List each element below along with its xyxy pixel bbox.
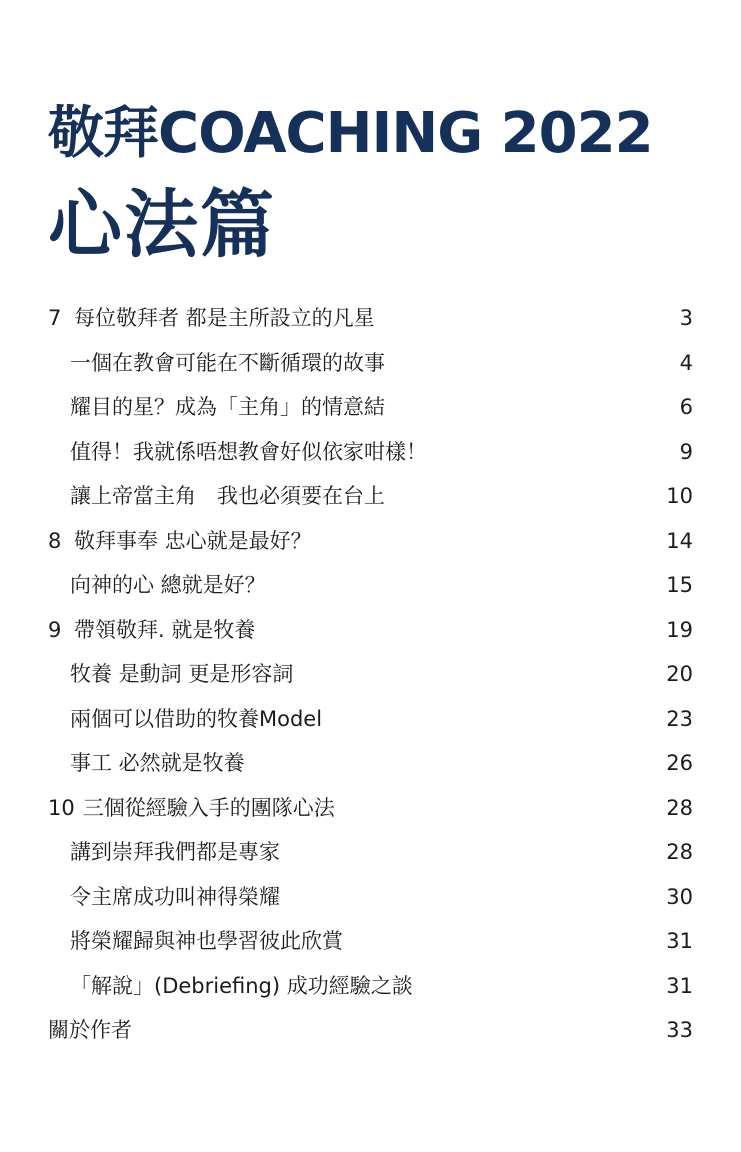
toc-subsection-row[interactable]: [0, 652, 741, 697]
toc-entry-text: [70, 430, 427, 475]
toc-entry-label: 每位敬拜者 都是主所設立的凡星: [74, 306, 375, 330]
toc-page-number: 20: [666, 662, 693, 686]
toc-subsection-row[interactable]: [0, 385, 741, 430]
toc-subsection-row[interactable]: [0, 964, 741, 1009]
toc-entry-text: [48, 296, 375, 341]
toc-entry-text: [70, 875, 280, 920]
toc-chapter-number: 9: [48, 617, 62, 642]
toc-subsection-row[interactable]: [0, 563, 741, 608]
toc-subsection-row[interactable]: [0, 919, 741, 964]
toc-subsection-row[interactable]: [0, 341, 741, 386]
toc-entry-label: 令主席成功叫神得榮耀: [70, 884, 280, 909]
toc-entry-label: 牧養 是動詞 更是形容詞: [70, 662, 294, 686]
toc-entry-text: [70, 919, 343, 964]
toc-chapter-row[interactable]: [0, 608, 741, 653]
toc-entry-text: [70, 385, 385, 430]
toc-chapter-row[interactable]: [0, 519, 741, 564]
toc-entry-text: [48, 608, 255, 653]
toc-entry-text: [70, 964, 413, 1009]
toc-chapter-row[interactable]: [0, 786, 741, 831]
toc-entry-text: [70, 341, 385, 386]
toc-entry-label: 兩個可以借助的牧養Model: [70, 706, 323, 731]
toc-entry-label: 帶領敬拜. 就是牧養: [74, 617, 256, 642]
toc-subsection-row[interactable]: [0, 875, 741, 920]
toc-entry-label: 事工 必然就是牧養: [70, 751, 245, 775]
toc-entry-label: 三個從經驗入手的團隊心法: [82, 795, 335, 820]
toc-entry-label: 將榮耀歸與神也學習彼此欣賞: [70, 929, 343, 953]
toc-subsection-row[interactable]: [0, 474, 741, 519]
document-subtitle: 心法篇: [48, 182, 276, 268]
toc-entry-text: [48, 519, 312, 564]
toc-subsection-row[interactable]: [0, 697, 741, 742]
toc-chapter-number: 7: [48, 306, 62, 330]
document-title: 敬拜COACHING 2022: [48, 101, 653, 166]
toc-page-number: 3: [679, 306, 693, 330]
toc-entry-label: 關於作者: [48, 1018, 132, 1042]
toc-page-number: 19: [666, 617, 693, 642]
toc-entry-text: [48, 786, 335, 831]
toc-page-number: 10: [666, 484, 693, 508]
toc-page-number: 26: [666, 751, 693, 775]
toc-entry-text: [70, 830, 280, 875]
toc-entry-text: [70, 741, 245, 786]
toc-entry-label: 耀目的星？成為「主角」的情意結: [70, 395, 385, 419]
toc-entry-text: [70, 474, 385, 519]
toc-page-number: 4: [679, 350, 693, 375]
toc-page-number: 6: [679, 395, 693, 419]
toc-entry-label: 講到崇拜我們都是專家: [70, 840, 280, 864]
toc-entry-label: 值得！我就係唔想教會好似依家咁樣！: [70, 439, 427, 464]
toc-page-number: 30: [666, 884, 693, 909]
toc-entry-text: [70, 563, 266, 608]
toc-entry-label: 「解說」(Debriefing) 成功經驗之談: [70, 973, 413, 998]
table-of-contents: [0, 296, 741, 1053]
toc-subsection-row[interactable]: [0, 830, 741, 875]
toc-entry-label: 向神的心 總就是好？: [70, 573, 266, 597]
toc-subsection-row[interactable]: [0, 741, 741, 786]
toc-chapter-number: 10: [48, 795, 75, 820]
toc-entry-label: 一個在教會可能在不斷循環的故事: [70, 350, 385, 375]
toc-entry-label: 讓上帝當主角 我也必須要在台上: [70, 484, 385, 508]
toc-page-number: 9: [679, 439, 693, 464]
toc-page-number: 23: [666, 706, 693, 731]
toc-page-number: 33: [666, 1018, 693, 1042]
toc-entry-label: 敬拜事奉 忠心就是最好？: [74, 528, 312, 553]
toc-page-number: 31: [666, 973, 693, 998]
toc-chapter-number: 8: [48, 528, 62, 553]
toc-entry-text: [70, 652, 293, 697]
toc-page-number: 15: [666, 573, 693, 597]
toc-chapter-row[interactable]: [0, 296, 741, 341]
toc-entry-text: [48, 1008, 132, 1053]
toc-page-number: 14: [666, 528, 693, 553]
toc-entry-text: [70, 697, 322, 742]
toc-page-number: 31: [666, 929, 693, 953]
toc-page-number: 28: [666, 840, 693, 864]
toc-subsection-row[interactable]: [0, 430, 741, 475]
toc-chapter-row[interactable]: [0, 1008, 741, 1053]
toc-page-number: 28: [666, 795, 693, 820]
